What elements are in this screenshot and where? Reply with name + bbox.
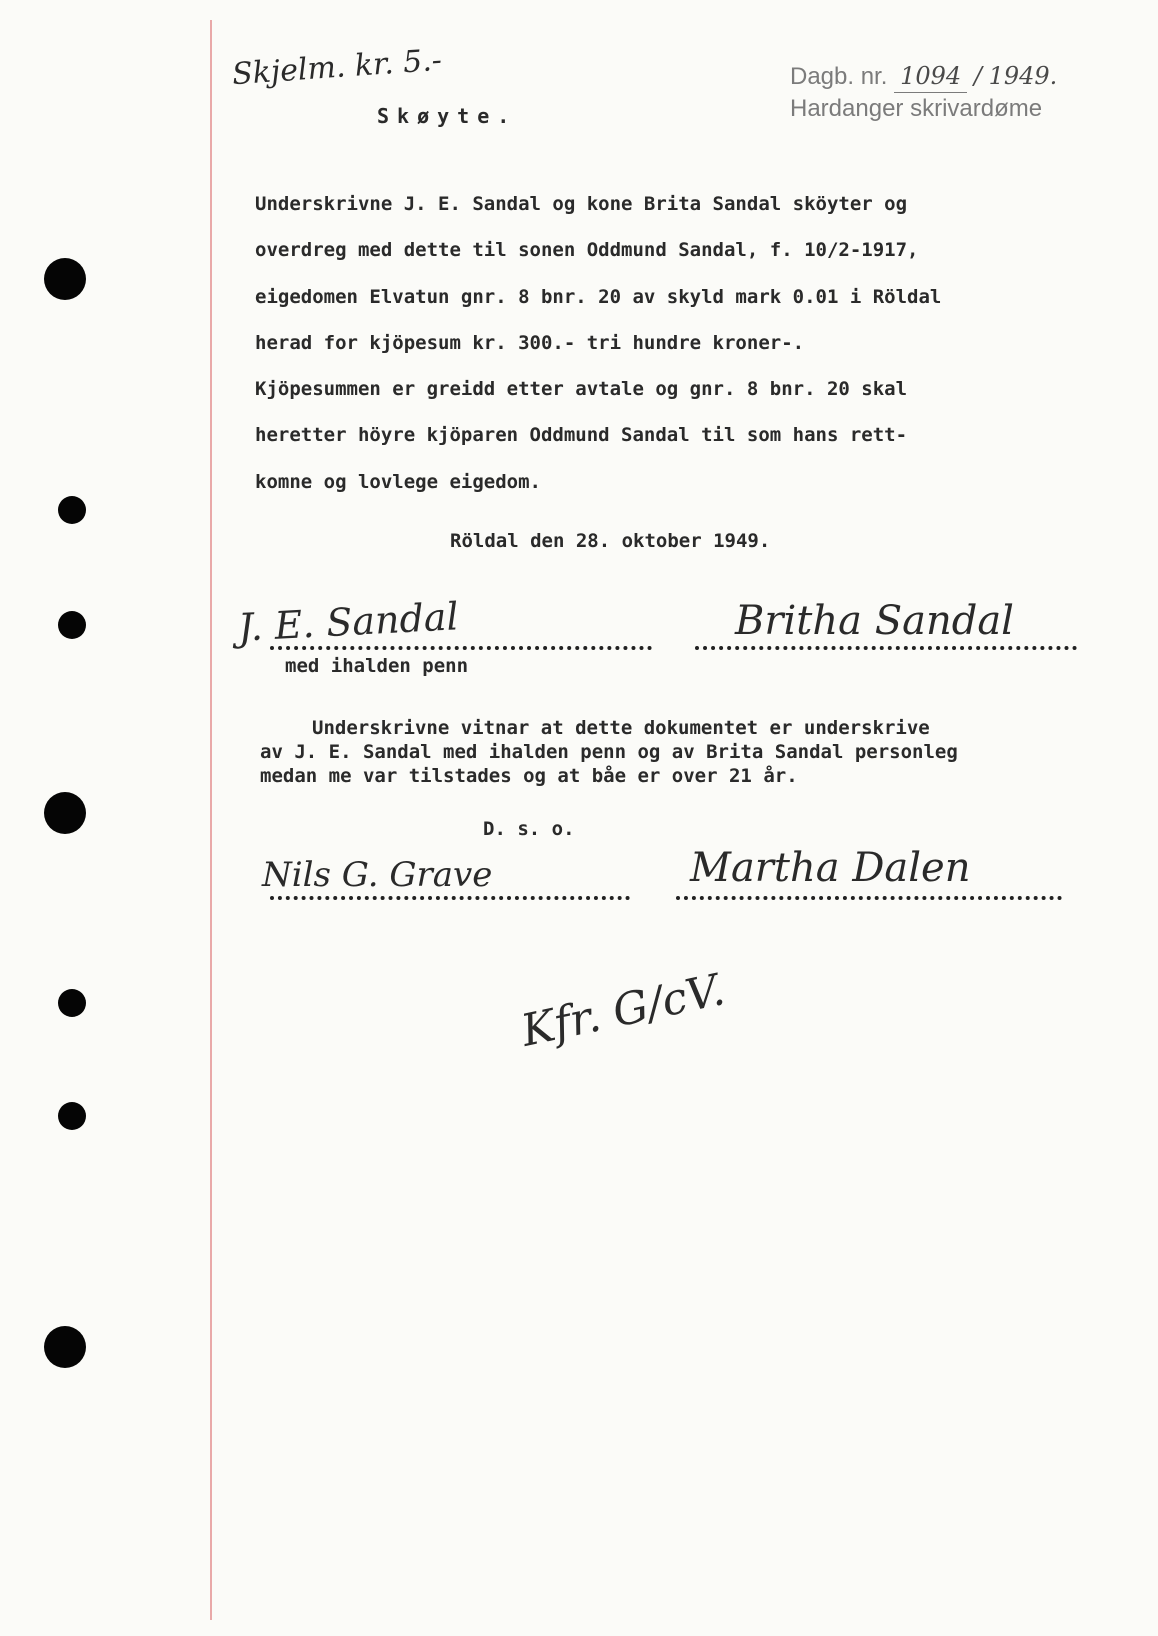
paragraph-line: eigedomen Elvatun gnr. 8 bnr. 20 av skyld mark 0.01 i Röldal — [255, 285, 942, 308]
witness-paragraph — [260, 716, 1100, 788]
signature-line — [270, 644, 652, 650]
registry-stamp — [790, 60, 1057, 125]
paragraph-line: heretter höyre kjöparen Oddmund Sandal til som hans rett- — [255, 424, 908, 447]
witness-line: medan me var tilstades og at båe er over 21 år. — [260, 765, 798, 787]
signature-line — [676, 894, 1062, 900]
stamp-office: Hardanger skrivardøme — [790, 95, 1043, 122]
stamp-dagb-label: Dagb. nr. — [790, 63, 888, 90]
signature-witness-1: Nils G. Grave — [262, 855, 493, 895]
deed-paragraph — [255, 181, 1075, 505]
paragraph-line: Underskrivne J. E. Sandal og kone Brita Sandal sköyter og — [255, 193, 908, 215]
witness-line: av J. E. Sandal med ihalden penn og av Brita Sandal personleg — [260, 741, 958, 763]
stamp-separator: / — [973, 62, 982, 90]
punch-hole — [44, 792, 86, 834]
handwritten-note: Kfr. G/cV. — [516, 964, 730, 1057]
signature-line — [270, 894, 630, 900]
dso-abbreviation: D. s. o. — [483, 818, 575, 840]
margin-line — [210, 20, 212, 1620]
punch-hole — [44, 258, 86, 300]
punch-hole — [58, 496, 86, 524]
paragraph-line: herad for kjöpesum kr. 300.- tri hundre kroner-. — [255, 331, 805, 354]
paragraph-line: overdreg med dette til sonen Oddmund Sandal, f. 10/2-1917, — [255, 239, 919, 262]
document-title: Skøyte. — [377, 104, 518, 128]
punch-hole — [44, 1326, 86, 1368]
paragraph-line: komne og lovlege eigedom. — [255, 470, 541, 493]
punch-hole — [58, 1102, 86, 1130]
witness-line: Underskrivne vitnar at dette dokumentet er underskrive — [312, 717, 930, 739]
punch-hole — [58, 611, 86, 639]
signature-seller-1: J. E. Sandal — [236, 594, 460, 650]
signature-line — [695, 644, 1077, 650]
stamp-year: 1949. — [988, 62, 1058, 90]
signature-witness-2: Martha Dalen — [690, 845, 971, 891]
place-date: Röldal den 28. oktober 1949. — [450, 530, 771, 552]
paragraph-line: Kjöpesummen er greidd etter avtale og gnr. 8 bnr. 20 skal — [255, 378, 908, 401]
stamp-number: 1094 — [894, 60, 967, 93]
signature-seller-2: Britha Sandal — [735, 598, 1014, 644]
punch-hole — [58, 989, 86, 1017]
handwritten-reference: Skjelm. kr. 5.- — [231, 42, 443, 93]
signature-note: med ihalden penn — [285, 655, 469, 677]
